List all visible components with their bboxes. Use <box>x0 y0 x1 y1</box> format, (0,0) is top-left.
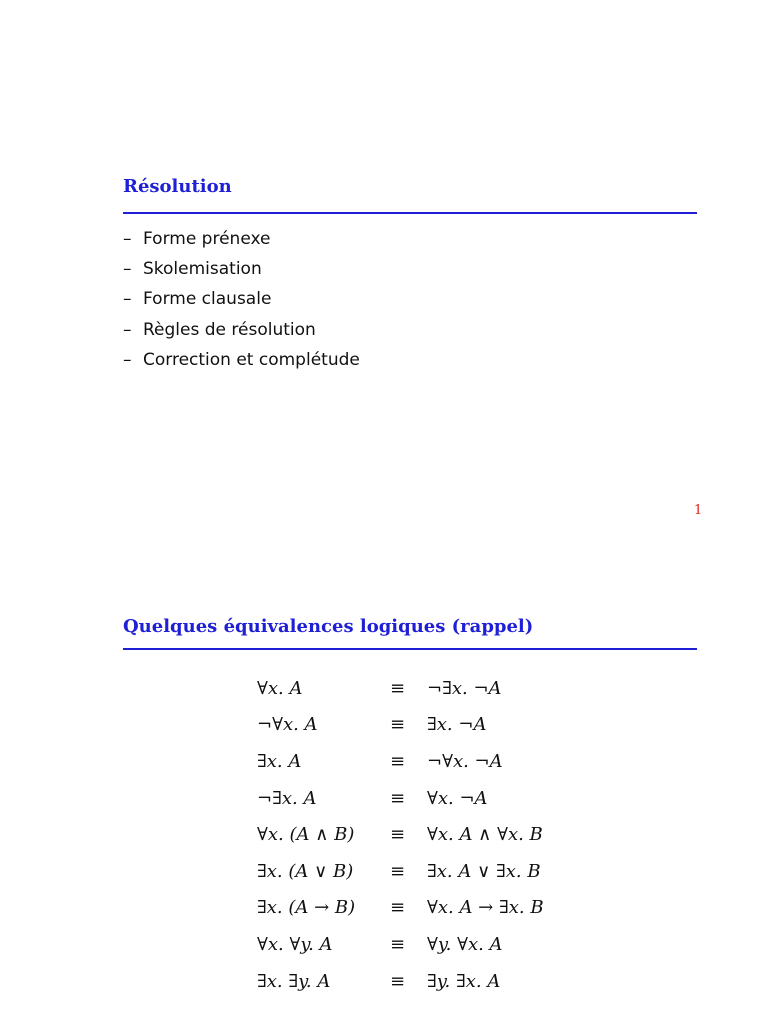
table-row <box>257 890 544 927</box>
list-item <box>123 349 360 379</box>
list-item <box>123 288 360 318</box>
formula-rhs: ∀y. ∀x. A <box>427 933 503 955</box>
table-row <box>257 816 544 853</box>
formula-rhs: ¬∃x. ¬A <box>427 677 502 699</box>
formula-lhs: ¬∃x. A <box>257 787 317 809</box>
equivalence-symbol: ≡ <box>390 860 406 882</box>
formula-rhs: ∃y. ∃x. A <box>427 970 501 992</box>
formula-rhs: ∃x. ¬A <box>427 714 487 736</box>
bullet-dash: – <box>123 289 132 310</box>
formula-rhs: ∀x. A ∧ ∀x. B <box>427 824 543 846</box>
bullet-dash: – <box>123 229 132 249</box>
formula-lhs: ∀x. ∀y. A <box>257 933 333 955</box>
formula-lhs: ∀x. (A ∧ B) <box>257 824 355 846</box>
list-item-label: Forme clausale <box>143 289 272 310</box>
equivalence-symbol: ≡ <box>390 824 406 846</box>
table-row <box>257 670 544 707</box>
formula-lhs: ∃x. ∃y. A <box>257 970 331 992</box>
bullet-dash: – <box>123 349 132 370</box>
formula-lhs: ∀x. A <box>257 677 303 699</box>
list-item-label: Skolemisation <box>143 259 262 280</box>
formula-rhs: ¬∀x. ¬A <box>427 750 503 772</box>
slide-1-bullet-list <box>123 228 360 379</box>
page-number: 1 <box>694 503 703 518</box>
equivalence-symbol: ≡ <box>390 750 406 772</box>
equivalence-symbol: ≡ <box>390 970 406 992</box>
list-item <box>123 319 360 349</box>
table-row <box>257 963 544 1000</box>
bullet-dash: – <box>123 259 132 280</box>
table-row <box>257 707 544 744</box>
slide-1-title-rule <box>123 212 697 214</box>
list-item <box>123 258 360 288</box>
list-item-label: Forme prénexe <box>143 229 271 249</box>
slide-1-title: Résolution <box>123 176 232 197</box>
equivalence-symbol: ≡ <box>390 677 406 699</box>
formula-lhs: ∃x. (A ∨ B) <box>257 860 354 882</box>
formula-rhs: ∀x. ¬A <box>427 787 488 809</box>
table-row <box>257 743 544 780</box>
equivalence-symbol: ≡ <box>390 714 406 736</box>
equivalence-symbol: ≡ <box>390 933 406 955</box>
formula-lhs: ¬∀x. A <box>257 714 318 736</box>
table-row <box>257 853 544 890</box>
list-item-label: Correction et complétude <box>143 349 360 370</box>
formula-rhs: ∀x. A → ∃x. B <box>427 897 544 919</box>
table-row <box>257 926 544 963</box>
bullet-dash: – <box>123 319 132 340</box>
equivalence-symbol: ≡ <box>390 897 406 919</box>
formula-lhs: ∃x. A <box>257 750 302 772</box>
list-item <box>123 228 360 258</box>
slide-2-title-rule <box>123 648 697 650</box>
equivalence-symbol: ≡ <box>390 787 406 809</box>
formula-rhs: ∃x. A ∨ ∃x. B <box>427 860 541 882</box>
formula-lhs: ∃x. (A → B) <box>257 897 356 919</box>
table-row <box>257 780 544 817</box>
list-item-label: Règles de résolution <box>143 319 316 340</box>
slide-2-title: Quelques équivalences logiques (rappel) <box>123 616 534 637</box>
equivalence-table <box>257 670 544 999</box>
